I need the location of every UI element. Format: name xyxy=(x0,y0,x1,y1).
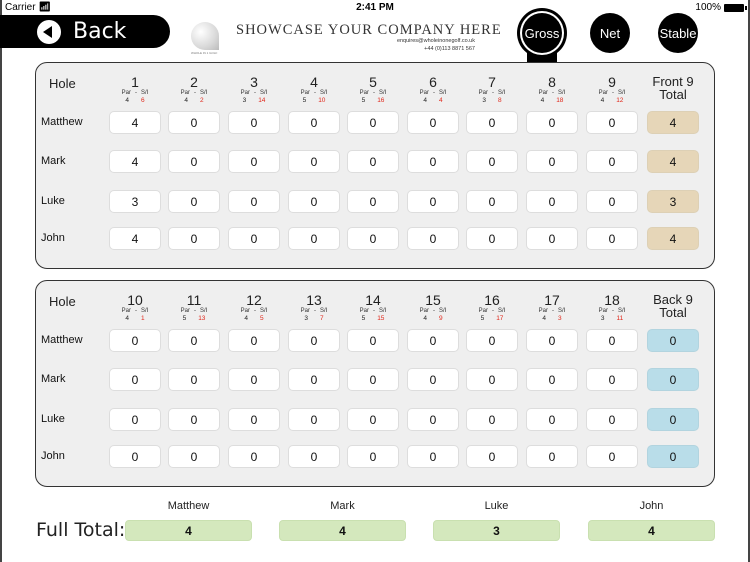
si-label: S/I xyxy=(260,90,268,96)
par-si-values xyxy=(526,97,578,104)
par-label: Par xyxy=(359,308,369,314)
par-label: Par xyxy=(121,90,131,96)
par-label: Par xyxy=(240,308,250,314)
hole-number: 18 xyxy=(604,292,620,308)
score-input[interactable]: 0 xyxy=(347,227,399,250)
full-total-name-luke: Luke xyxy=(484,500,509,512)
dash: - xyxy=(254,90,256,96)
dash: - xyxy=(194,308,196,314)
score-input[interactable]: 4 xyxy=(109,227,161,250)
par-label: Par xyxy=(598,308,608,314)
score-input[interactable]: 0 xyxy=(168,408,220,431)
par-si-label xyxy=(288,90,340,97)
company-email: enquires@wholeinonegolf.co.uk xyxy=(396,38,475,44)
net-button[interactable]: Net xyxy=(590,13,630,53)
par-si-label xyxy=(168,308,220,315)
dash: - xyxy=(135,90,137,96)
par-label: Par xyxy=(419,308,429,314)
score-input[interactable]: 0 xyxy=(347,111,399,134)
par-si-values xyxy=(288,315,340,322)
score-input[interactable]: 0 xyxy=(466,111,518,134)
par-si-values xyxy=(347,315,399,322)
total-title-line2: Total xyxy=(659,87,687,102)
par-si-values xyxy=(347,97,399,104)
dash: - xyxy=(194,90,196,96)
score-input[interactable]: 0 xyxy=(288,329,340,352)
score-input[interactable]: 0 xyxy=(586,445,638,468)
par-label: Par xyxy=(538,90,548,96)
full-total-john: 4 xyxy=(588,520,715,541)
score-input[interactable]: 0 xyxy=(407,227,459,250)
hole-number: 4 xyxy=(310,74,318,90)
score-input[interactable]: 0 xyxy=(288,190,340,213)
hole-header xyxy=(228,75,280,104)
par-si-label xyxy=(466,90,518,97)
score-input[interactable]: 0 xyxy=(586,111,638,134)
hole-header xyxy=(288,75,340,104)
score-input[interactable]: 0 xyxy=(347,329,399,352)
hole-number: 3 xyxy=(250,74,258,90)
par-value: 4 xyxy=(125,97,129,104)
hole-number: 17 xyxy=(544,292,560,308)
si-label: S/I xyxy=(320,308,328,314)
par-label: Par xyxy=(240,90,250,96)
status-bar xyxy=(0,0,750,16)
stable-button[interactable]: Stable xyxy=(658,13,698,53)
back-nine-panel xyxy=(35,280,715,487)
stroke-index-value: 17 xyxy=(496,315,504,322)
hole-header xyxy=(586,75,638,104)
stroke-index-value: 18 xyxy=(556,97,564,104)
hole-number: 16 xyxy=(484,292,500,308)
full-total-matthew: 4 xyxy=(125,520,252,541)
dash: - xyxy=(373,308,375,314)
par-si-values xyxy=(228,315,280,322)
par-si-label xyxy=(407,308,459,315)
stroke-index-value: 13 xyxy=(198,315,206,322)
back-nine-total: 0 xyxy=(647,329,699,352)
back-button-label: Back xyxy=(73,19,127,44)
dash: - xyxy=(492,90,494,96)
stroke-index-value: 15 xyxy=(377,315,385,322)
stroke-index-value: 6 xyxy=(141,97,145,104)
hole-number: 6 xyxy=(429,74,437,90)
hole-header xyxy=(168,75,220,104)
par-si-values xyxy=(228,97,280,104)
par-value: 4 xyxy=(184,97,188,104)
par-si-values xyxy=(407,315,459,322)
score-input[interactable]: 0 xyxy=(347,445,399,468)
si-label: S/I xyxy=(320,90,328,96)
company-phone: +44 (0)113 8871 567 xyxy=(424,46,475,52)
full-total-name-matthew: Matthew xyxy=(167,500,210,512)
dash: - xyxy=(612,90,614,96)
par-label: Par xyxy=(419,90,429,96)
par-si-label xyxy=(586,308,638,315)
score-input[interactable]: 0 xyxy=(168,150,220,173)
par-si-label xyxy=(526,90,578,97)
par-value: 5 xyxy=(361,315,366,322)
player-name: John xyxy=(41,450,65,462)
par-si-label xyxy=(228,90,280,97)
si-label: S/I xyxy=(498,90,506,96)
status-time: 2:41 PM xyxy=(356,2,394,13)
back-nine-total: 0 xyxy=(647,445,699,468)
player-name: Mark xyxy=(41,373,66,385)
score-input[interactable]: 0 xyxy=(466,368,518,391)
front-nine-panel xyxy=(35,62,715,269)
front-nine-total-header xyxy=(643,75,703,101)
par-si-values xyxy=(526,315,578,322)
score-input[interactable]: 0 xyxy=(109,329,161,352)
par-si-values xyxy=(586,97,638,104)
par-value: 4 xyxy=(423,315,427,322)
par-si-label xyxy=(109,308,161,315)
si-label: S/I xyxy=(141,90,149,96)
score-input[interactable]: 0 xyxy=(407,329,459,352)
si-label: S/I xyxy=(260,308,268,314)
front-nine-total: 3 xyxy=(647,190,699,213)
battery-icon xyxy=(724,4,744,12)
back-arrow-icon xyxy=(37,20,61,44)
score-input[interactable]: 0 xyxy=(407,408,459,431)
full-total-mark: 4 xyxy=(279,520,406,541)
par-value: 3 xyxy=(304,315,308,322)
score-input[interactable]: 0 xyxy=(466,190,518,213)
par-value: 5 xyxy=(361,97,366,104)
front-nine-total: 4 xyxy=(647,150,699,173)
hole-number: 7 xyxy=(488,74,496,90)
score-input[interactable]: 4 xyxy=(109,150,161,173)
si-label: S/I xyxy=(439,90,447,96)
dash: - xyxy=(433,90,435,96)
hole-number: 12 xyxy=(246,292,262,308)
full-total-label: Full Total: xyxy=(36,519,126,541)
total-title-line2: Total xyxy=(659,305,687,320)
score-input[interactable]: 0 xyxy=(407,150,459,173)
score-input[interactable]: 0 xyxy=(109,408,161,431)
front-nine-total: 4 xyxy=(647,111,699,134)
back-nine-total: 0 xyxy=(647,408,699,431)
score-input[interactable]: 0 xyxy=(347,150,399,173)
par-value: 5 xyxy=(480,315,485,322)
score-input[interactable]: 0 xyxy=(228,445,280,468)
si-label: S/I xyxy=(498,308,506,314)
par-value: 4 xyxy=(244,315,248,322)
wifi-icon: 📶︎ xyxy=(38,2,52,13)
dash: - xyxy=(612,308,614,314)
hole-header xyxy=(347,75,399,104)
par-value: 4 xyxy=(540,97,545,104)
stroke-index-value: 2 xyxy=(200,97,204,104)
dash: - xyxy=(433,308,435,314)
hole-header xyxy=(407,293,459,322)
stroke-index-value: 9 xyxy=(439,315,443,322)
logo-caption: WHOLE IN 1 GOLF xyxy=(191,51,218,55)
score-input[interactable]: 0 xyxy=(228,408,280,431)
hole-number: 5 xyxy=(369,74,377,90)
player-name: Luke xyxy=(41,413,65,425)
par-si-label xyxy=(228,308,280,315)
player-name: John xyxy=(41,232,65,244)
si-label: S/I xyxy=(141,308,149,314)
score-input[interactable]: 0 xyxy=(466,408,518,431)
par-si-label xyxy=(347,308,399,315)
stroke-index-value: 7 xyxy=(320,315,324,322)
player-name: Matthew xyxy=(41,116,83,128)
score-input[interactable]: 0 xyxy=(586,227,638,250)
par-label: Par xyxy=(538,308,548,314)
score-input[interactable]: 0 xyxy=(168,445,220,468)
dash: - xyxy=(135,308,137,314)
player-name: Mark xyxy=(41,155,66,167)
stroke-index-value: 16 xyxy=(377,97,385,104)
hole-number: 8 xyxy=(548,74,556,90)
score-input[interactable]: 0 xyxy=(288,150,340,173)
score-input[interactable]: 0 xyxy=(347,190,399,213)
hole-header xyxy=(109,75,161,104)
hole-header xyxy=(288,293,340,322)
score-input[interactable]: 0 xyxy=(466,445,518,468)
golf-ball-logo xyxy=(191,22,219,50)
par-value: 4 xyxy=(542,315,546,322)
dash: - xyxy=(492,308,494,314)
score-input[interactable]: 0 xyxy=(407,190,459,213)
carrier-label: Carrier 📶︎ xyxy=(5,2,52,13)
par-value: 5 xyxy=(302,97,307,104)
gross-button[interactable]: Gross xyxy=(522,13,562,53)
score-input[interactable]: 3 xyxy=(109,190,161,213)
score-input[interactable]: 0 xyxy=(586,408,638,431)
par-si-label xyxy=(288,308,340,315)
hole-number: 2 xyxy=(190,74,198,90)
si-label: S/I xyxy=(200,90,208,96)
full-total-name-john: John xyxy=(639,500,664,512)
back-nine-total: 0 xyxy=(647,368,699,391)
par-si-values xyxy=(288,97,340,104)
par-si-values xyxy=(109,97,161,104)
score-input[interactable]: 0 xyxy=(526,445,578,468)
score-input[interactable]: 0 xyxy=(526,329,578,352)
dash: - xyxy=(254,308,256,314)
score-input[interactable]: 0 xyxy=(407,445,459,468)
stroke-index-value: 12 xyxy=(616,97,624,104)
back-button[interactable] xyxy=(0,15,170,48)
score-input[interactable]: 0 xyxy=(586,150,638,173)
par-label: Par xyxy=(598,90,608,96)
si-label: S/I xyxy=(558,90,566,96)
dash: - xyxy=(552,308,554,314)
hole-header xyxy=(586,293,638,322)
dash: - xyxy=(552,90,554,96)
score-input[interactable]: 0 xyxy=(228,190,280,213)
score-input[interactable]: 0 xyxy=(288,408,340,431)
par-si-label xyxy=(168,90,220,97)
score-input[interactable]: 0 xyxy=(466,329,518,352)
hole-header xyxy=(228,293,280,322)
par-value: 3 xyxy=(242,97,247,104)
score-input[interactable]: 0 xyxy=(168,111,220,134)
par-value: 4 xyxy=(423,97,427,104)
hole-label: Hole xyxy=(49,76,76,91)
hole-number: 10 xyxy=(127,292,143,308)
score-input[interactable]: 4 xyxy=(109,111,161,134)
hole-header xyxy=(466,293,518,322)
par-si-values xyxy=(407,97,459,104)
si-label: S/I xyxy=(379,308,387,314)
par-value: 5 xyxy=(182,315,187,322)
par-si-label xyxy=(407,90,459,97)
score-input[interactable]: 0 xyxy=(168,227,220,250)
front-nine-total: 4 xyxy=(647,227,699,250)
full-total-name-mark: Mark xyxy=(330,500,355,512)
par-label: Par xyxy=(478,308,488,314)
score-input[interactable]: 0 xyxy=(228,227,280,250)
back-nine-total-header xyxy=(643,293,703,319)
hole-number: 15 xyxy=(425,292,441,308)
score-input[interactable]: 0 xyxy=(347,408,399,431)
score-input[interactable]: 0 xyxy=(466,227,518,250)
par-si-values xyxy=(466,315,518,322)
score-input[interactable]: 0 xyxy=(109,368,161,391)
par-label: Par xyxy=(300,90,310,96)
par-si-label xyxy=(347,90,399,97)
hole-label: Hole xyxy=(49,294,76,309)
score-input[interactable]: 0 xyxy=(168,190,220,213)
battery-indicator: 100% xyxy=(695,2,744,13)
score-input[interactable]: 0 xyxy=(109,445,161,468)
full-total-luke: 3 xyxy=(433,520,560,541)
par-label: Par xyxy=(180,90,190,96)
score-input[interactable]: 0 xyxy=(228,368,280,391)
score-input[interactable]: 0 xyxy=(526,190,578,213)
score-input[interactable]: 0 xyxy=(586,329,638,352)
stroke-index-value: 5 xyxy=(260,315,264,322)
stroke-index-value: 14 xyxy=(258,97,266,104)
dash: - xyxy=(314,308,316,314)
par-value: 3 xyxy=(600,315,605,322)
par-si-values xyxy=(168,315,220,322)
stroke-index-value: 8 xyxy=(498,97,502,104)
score-input[interactable]: 0 xyxy=(168,368,220,391)
score-input[interactable]: 0 xyxy=(466,150,518,173)
hole-number: 9 xyxy=(608,74,616,90)
si-label: S/I xyxy=(618,308,626,314)
score-input[interactable]: 0 xyxy=(228,111,280,134)
company-title: SHOWCASE YOUR COMPANY HERE xyxy=(236,22,502,38)
par-si-values xyxy=(168,97,220,104)
par-si-label xyxy=(586,90,638,97)
score-input[interactable]: 0 xyxy=(288,227,340,250)
par-si-values xyxy=(109,315,161,322)
par-value: 4 xyxy=(600,97,605,104)
dash: - xyxy=(373,90,375,96)
par-label: Par xyxy=(180,308,190,314)
par-si-values xyxy=(466,97,518,104)
score-input[interactable]: 0 xyxy=(526,368,578,391)
par-label: Par xyxy=(300,308,310,314)
si-label: S/I xyxy=(439,308,447,314)
si-label: S/I xyxy=(200,308,208,314)
hole-number: 13 xyxy=(306,292,322,308)
player-name: Luke xyxy=(41,195,65,207)
score-input[interactable]: 0 xyxy=(586,190,638,213)
par-si-values xyxy=(586,315,638,322)
par-label: Par xyxy=(359,90,369,96)
score-input[interactable]: 0 xyxy=(526,227,578,250)
stroke-index-value: 3 xyxy=(558,315,562,322)
hole-header xyxy=(526,75,578,104)
total-title-line1: Front 9 xyxy=(652,74,694,89)
si-label: S/I xyxy=(618,90,626,96)
hole-header xyxy=(109,293,161,322)
par-value: 4 xyxy=(125,315,129,322)
par-label: Par xyxy=(478,90,488,96)
par-si-label xyxy=(109,90,161,97)
hole-number: 14 xyxy=(365,292,381,308)
score-input[interactable]: 0 xyxy=(526,111,578,134)
hole-header xyxy=(347,293,399,322)
par-si-label xyxy=(466,308,518,315)
player-name: Matthew xyxy=(41,334,83,346)
par-si-label xyxy=(526,308,578,315)
si-label: S/I xyxy=(558,308,566,314)
score-input[interactable]: 0 xyxy=(407,368,459,391)
stroke-index-value: 10 xyxy=(318,97,326,104)
score-input[interactable]: 0 xyxy=(288,111,340,134)
score-input[interactable]: 0 xyxy=(586,368,638,391)
dash: - xyxy=(314,90,316,96)
par-value: 3 xyxy=(482,97,486,104)
hole-header xyxy=(466,75,518,104)
score-input[interactable]: 0 xyxy=(526,150,578,173)
score-input[interactable]: 0 xyxy=(168,329,220,352)
hole-header xyxy=(407,75,459,104)
hole-number: 1 xyxy=(131,74,139,90)
score-input[interactable]: 0 xyxy=(347,368,399,391)
si-label: S/I xyxy=(379,90,387,96)
score-input[interactable]: 0 xyxy=(228,329,280,352)
hole-header xyxy=(526,293,578,322)
stroke-index-value: 11 xyxy=(616,315,624,322)
total-title-line1: Back 9 xyxy=(653,292,693,307)
score-input[interactable]: 0 xyxy=(526,408,578,431)
stroke-index-value: 1 xyxy=(141,315,145,322)
hole-number: 11 xyxy=(186,292,202,308)
par-label: Par xyxy=(121,308,131,314)
stroke-index-value: 4 xyxy=(439,97,443,104)
score-input[interactable]: 0 xyxy=(288,445,340,468)
score-input[interactable]: 0 xyxy=(228,150,280,173)
hole-header xyxy=(168,293,220,322)
score-input[interactable]: 0 xyxy=(288,368,340,391)
score-input[interactable]: 0 xyxy=(407,111,459,134)
